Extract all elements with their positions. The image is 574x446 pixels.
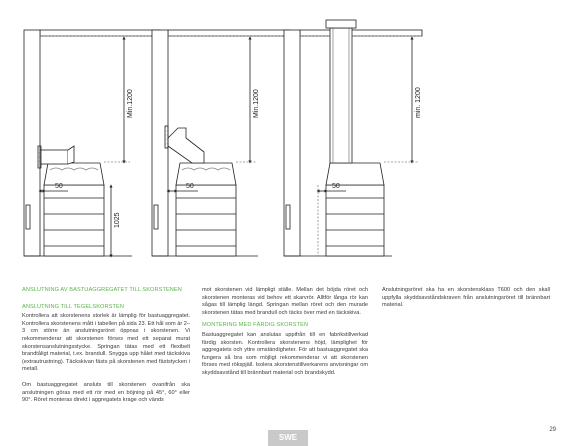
dimension-50-figure3: 50 — [332, 183, 340, 190]
dimension-50-figure1: 50 — [55, 183, 63, 190]
subheading-fardig-skorsten: MONTERING MED FÄRDIG SKORSTEN — [202, 322, 309, 329]
figure-tegelskorsten-sida — [24, 30, 160, 256]
language-tab: SWE — [268, 430, 308, 446]
text-column-2 — [202, 287, 368, 381]
section-heading-anslutning: ANSLUTNING AV BASTUAGGREGATET TILL SKORSTENEN — [22, 287, 182, 293]
subheading-tegelskorsten: ANSLUTNING TILL TEGELSKORSTEN — [22, 303, 124, 310]
page-number: 29 — [549, 427, 556, 433]
dimension-min1200-figure2: Min.1200 — [253, 89, 260, 118]
paragraph-tegelskorsten: Kontrollera att skorstenens storlek är lämplig för bastuaggregatet. Kontrollera skorstenens mått i tabellen på sida 23. Ett hål som är 2–3 cm större än anslutningsröret öppnas i skorstenen. Vi rekommenderar att skorstenen förses med ett separat murat skorstensanslutningsstycke. Springan tätas med ett flexibelt brandtåligt material, t.ex. brandull. Snygga upp hålet med täckskiva (extrautrustning). Täckskivan fästs på skorstenen med fäststycken i metall. — [22, 313, 190, 373]
paragraph-bojt-ror: mot skorstenen vid lämpligt ställe. Mellan det böjda röret och skorstenen monteras vid behov ett skarvrör. Alltför långa rör kan sågas till lämplig längd. Springan mellan röret och den murade skorstenen tätas med brandull och täcks över med en täckskiva. — [202, 287, 368, 316]
dimension-min1200-figure1: Min.1200 — [127, 89, 134, 118]
text-column-1 — [22, 287, 190, 408]
figure-tegelskorsten-ovanifran — [152, 30, 290, 256]
dimension-min1200-figure3: min. 1200 — [415, 87, 422, 118]
text-column-3 — [382, 287, 550, 313]
paragraph-fardig-skorsten: Bastuaggregatet kan anslutas uppifrån till en fabrikstillverkad färdig skorsten. Kontrollera skorstenens höjd, lämplighet för aggregatets och yttre omständigheter. För att bastuaggregatet ska fungera så bra som möjligt rekommenderar vi att skorstenen förses med rökspjäll. Isolera skorstenstillverkarens anvisningar om skyddsavstånd till brännbart material och brandskydd. — [202, 331, 368, 376]
dimension-1025: 1025 — [114, 212, 121, 228]
figure-fardig-skorsten — [284, 20, 422, 256]
dimension-50-figure2: 50 — [186, 183, 194, 190]
paragraph-skorstensklass: Anslutningsröret ska ha en skorstensklass T600 och den skall uppfylla skyddsavståndskraven från anslutningsröret till brännbart material. — [382, 287, 550, 309]
paragraph-ovanifran: Om bastuaggregatet ansluts till skorstenen ovanifrån ska anslutningen göras med ett rör med en böjning på 45°, 60° eller 90°. Röret monteras direkt i aggregatets krage och vänds — [22, 381, 190, 404]
